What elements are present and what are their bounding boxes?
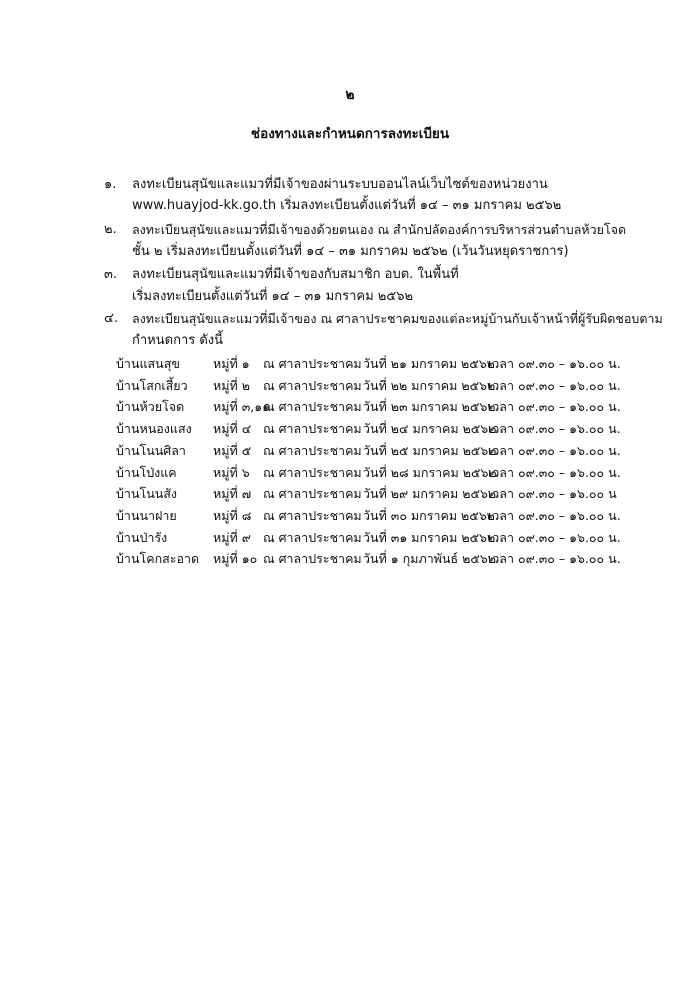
item-text-line: ลงทะเบียนสุนัขและแมวที่มีเจ้าของกับสมาชิก อบต. ในพื้นที่ xyxy=(132,267,459,282)
registration-date: วันที่ ๒๒ มกราคม ๒๕๖๒ xyxy=(363,377,496,393)
meeting-place: ณ ศาลาประชาคม xyxy=(263,421,362,437)
meeting-place: ณ ศาลาประชาคม xyxy=(263,356,362,371)
meeting-place: ณ ศาลาประชาคม xyxy=(263,464,362,480)
registration-date: วันที่ ๒๕ มกราคม ๒๕๖๒ xyxy=(363,442,497,458)
registration-time: เวลา ๐๙.๓๐ – ๑๖.๐๐ น. xyxy=(488,507,621,523)
item-text-line: ลงทะเบียนสุนัขและแมวที่มีเจ้าของด้วยตนเอง ณ สำนักปลัดองค์การบริหารส่วนตำบลห้วยโจด xyxy=(132,222,627,237)
meeting-place: ณ ศาลาประชาคม xyxy=(263,551,362,567)
item-text-line: www.huayjod-kk.go.th เริ่มลงทะเบียนตั้งแต่วันที่ ๑๔ – ๓๑ มกราคม ๒๕๖๒ xyxy=(132,198,562,213)
village-moo: หมู่ที่ ๒ xyxy=(213,377,250,393)
meeting-place: ณ ศาลาประชาคม xyxy=(263,507,362,523)
village-name: บ้านหนองแสง xyxy=(116,421,192,437)
item-text-line: ลงทะเบียนสุนัขและแมวที่มีเจ้าของ ณ ศาลาประชาคมของแต่ละหมู่บ้านกับเจ้าหน้าที่ผู้รับผิดชอบตาม xyxy=(132,311,663,326)
village-moo: หมู่ที่ ๙ xyxy=(213,529,251,545)
registration-date: วันที่ ๓๐ มกราคม ๒๕๖๒ xyxy=(363,507,495,523)
village-name: บ้านโคกสะอาด xyxy=(116,551,200,567)
meeting-place: ณ ศาลาประชาคม xyxy=(263,399,362,415)
registration-date: วันที่ ๑ กุมภาพันธ์ ๒๕๖๒ xyxy=(363,551,497,567)
registration-date: วันที่ ๒๑ มกราคม ๒๕๖๒ xyxy=(363,356,495,371)
village-moo: หมู่ที่ ๓,๑๑ xyxy=(213,399,271,415)
registration-date: วันที่ ๒๔ มกราคม ๒๕๖๒ xyxy=(363,421,497,437)
item-text-line: เริ่มลงทะเบียนตั้งแต่วันที่ ๑๔ – ๓๑ มกราคม ๒๕๖๒ xyxy=(132,289,414,304)
registration-date: วันที่ ๒๓ มกราคม ๒๕๖๒ xyxy=(363,399,496,415)
registration-time: เวลา ๐๙.๓๐ – ๑๖.๐๐ น. xyxy=(488,442,621,458)
item-number: ๑. xyxy=(104,177,117,192)
village-name: บ้านโนนสัง xyxy=(116,486,178,502)
item-text-line: กำหนดการ ดังนี้ xyxy=(132,333,224,348)
registration-time: เวลา ๐๙.๓๐ – ๑๖.๐๐ น. xyxy=(488,356,621,371)
village-moo: หมู่ที่ ๔ xyxy=(213,421,252,437)
village-moo: หมู่ที่ ๗ xyxy=(213,486,252,502)
registration-time: เวลา ๐๙.๓๐ – ๑๖.๐๐ น. xyxy=(488,399,621,415)
registration-date: วันที่ ๒๘ มกราคม ๒๕๖๒ xyxy=(363,464,497,480)
meeting-place: ณ ศาลาประชาคม xyxy=(263,377,362,393)
meeting-place: ณ ศาลาประชาคม xyxy=(263,486,362,502)
registration-time: เวลา ๐๙.๓๐ – ๑๖.๐๐ น. xyxy=(488,529,621,545)
registration-date: วันที่ ๓๑ มกราคม ๒๕๖๒ xyxy=(363,529,496,545)
village-name: บ้านนาฝาย xyxy=(116,507,177,523)
item-text-line: ชั้น ๒ เริ่มลงทะเบียนตั้งแต่วันที่ ๑๔ – ๓๑ มกราคม ๒๕๖๒ (เว้นวันหยุดราชการ) xyxy=(132,244,569,259)
village-moo: หมู่ที่ ๕ xyxy=(213,442,252,458)
village-moo: หมู่ที่ ๖ xyxy=(213,464,250,480)
registration-time: เวลา ๐๙.๓๐ – ๑๖.๐๐ น. xyxy=(488,377,621,393)
village-name: บ้านโนนศิลา xyxy=(116,442,186,458)
village-name: บ้านแสนสุข xyxy=(116,356,180,371)
page-number: ๒ xyxy=(345,87,355,103)
registration-time: เวลา ๐๙.๓๐ – ๑๖.๐๐ น. xyxy=(488,551,621,567)
registration-time: เวลา ๐๙.๓๐ – ๑๖.๐๐ น xyxy=(488,486,617,502)
village-moo: หมู่ที่ ๑๐ xyxy=(213,551,258,567)
page-title: ช่องทางและกำหนดการลงทะเบียน xyxy=(250,126,450,142)
village-name: บ้านโป่งแค xyxy=(116,464,177,480)
registration-time: เวลา ๐๙.๓๐ – ๑๖.๐๐ น. xyxy=(488,464,621,480)
meeting-place: ณ ศาลาประชาคม xyxy=(263,529,362,545)
village-name: บ้านป่ารัง xyxy=(116,529,168,545)
item-text-line: ลงทะเบียนสุนัขและแมวที่มีเจ้าของผ่านระบบออนไลน์เว็บไซต์ของหน่วยงาน xyxy=(132,177,548,192)
registration-date: วันที่ ๒๙ มกราคม ๒๕๖๒ xyxy=(363,486,497,502)
item-number: ๔. xyxy=(104,311,118,326)
village-name: บ้านห้วยโจด xyxy=(116,399,185,415)
village-moo: หมู่ที่ ๑ xyxy=(213,356,250,371)
registration-time: เวลา ๐๙.๓๐ – ๑๖.๐๐ น. xyxy=(488,421,621,437)
item-number: ๓. xyxy=(104,267,118,282)
village-moo: หมู่ที่ ๘ xyxy=(213,507,252,523)
item-number: ๒. xyxy=(104,222,117,237)
meeting-place: ณ ศาลาประชาคม xyxy=(263,442,362,458)
village-name: บ้านโสกเสี้ยว xyxy=(116,377,188,393)
